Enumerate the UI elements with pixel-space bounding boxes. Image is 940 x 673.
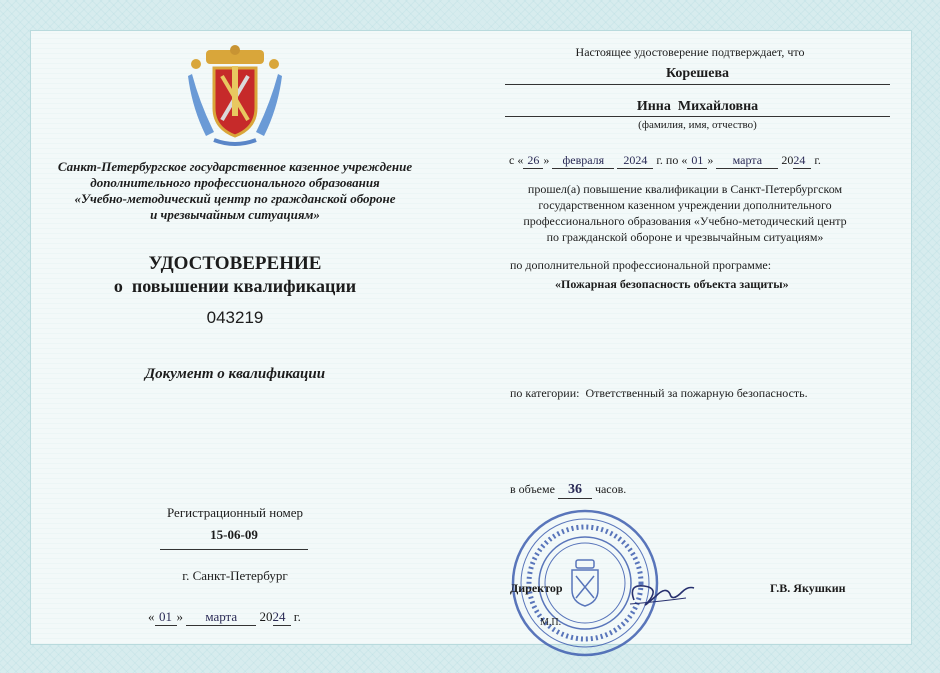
registration-number: 15-06-09	[160, 527, 308, 550]
institution-line: Санкт-Петербургское государственное казенное учреждение	[57, 159, 413, 174]
training-period: с « 26 » февраля 2024 г. по « 01 » марта 2024 г.	[509, 153, 821, 167]
institution-line: и чрезвычайным ситуациям»	[150, 207, 320, 222]
coat-of-arms-icon	[186, 44, 284, 148]
institution-name	[30, 159, 440, 223]
institution-line: дополнительного профессионального образования	[90, 175, 380, 190]
category-text: по категории: Ответственный за пожарную безопасность.	[510, 386, 808, 400]
document-title: УДОСТОВЕРЕНИЕ	[148, 253, 322, 274]
description-line: профессионального образования «Учебно-методический центр	[523, 214, 847, 228]
start-day: 26	[523, 153, 543, 169]
director-name: Г.В. Якушкин	[770, 581, 846, 595]
issue-year: 24	[273, 609, 291, 626]
name-caption: (фамилия, имя, отчество)	[638, 119, 757, 131]
issue-date: « 01 » марта 2024 г.	[148, 609, 301, 624]
issue-day: 01	[155, 609, 177, 626]
volume-hours: 36	[558, 482, 592, 499]
end-day: 01	[687, 153, 707, 169]
holder-name: Инна Михайловна	[505, 99, 890, 117]
document-number: 043219	[206, 308, 264, 327]
stamp-place-label: М.П.	[540, 617, 562, 628]
issue-city: г. Санкт-Петербург	[182, 568, 288, 583]
start-month: февраля	[552, 153, 614, 169]
program-label: по дополнительной профессиональной программе:	[510, 258, 772, 272]
confirmation-text: Настоящее удостоверение подтверждает, что	[575, 45, 805, 59]
description-line: по гражданской обороне и чрезвычайным ситуациям»	[546, 230, 824, 244]
description-line: государственном казенном учреждении дополнительного	[538, 198, 832, 212]
start-year: 2024	[617, 153, 653, 169]
volume-text: в объеме 36 часов.	[510, 482, 627, 497]
director-signature-icon	[626, 574, 696, 612]
end-year: 24	[793, 153, 811, 169]
description-line: прошел(а) повышение квалификации в Санкт-Петербургском	[527, 182, 843, 196]
training-description	[495, 181, 875, 245]
issue-month: марта	[186, 609, 256, 626]
program-name: «Пожарная безопасность объекта защиты»	[555, 277, 789, 291]
document-subtitle: о повышении квалификации	[113, 276, 357, 296]
holder-surname: Корешева	[505, 66, 890, 85]
registration-label: Регистрационный номер	[167, 505, 303, 520]
document-type: Документ о квалификации	[144, 366, 326, 382]
institution-line: «Учебно-методический центр по гражданской обороне	[74, 191, 396, 206]
director-label: Директор	[510, 581, 563, 595]
end-month: марта	[716, 153, 778, 169]
